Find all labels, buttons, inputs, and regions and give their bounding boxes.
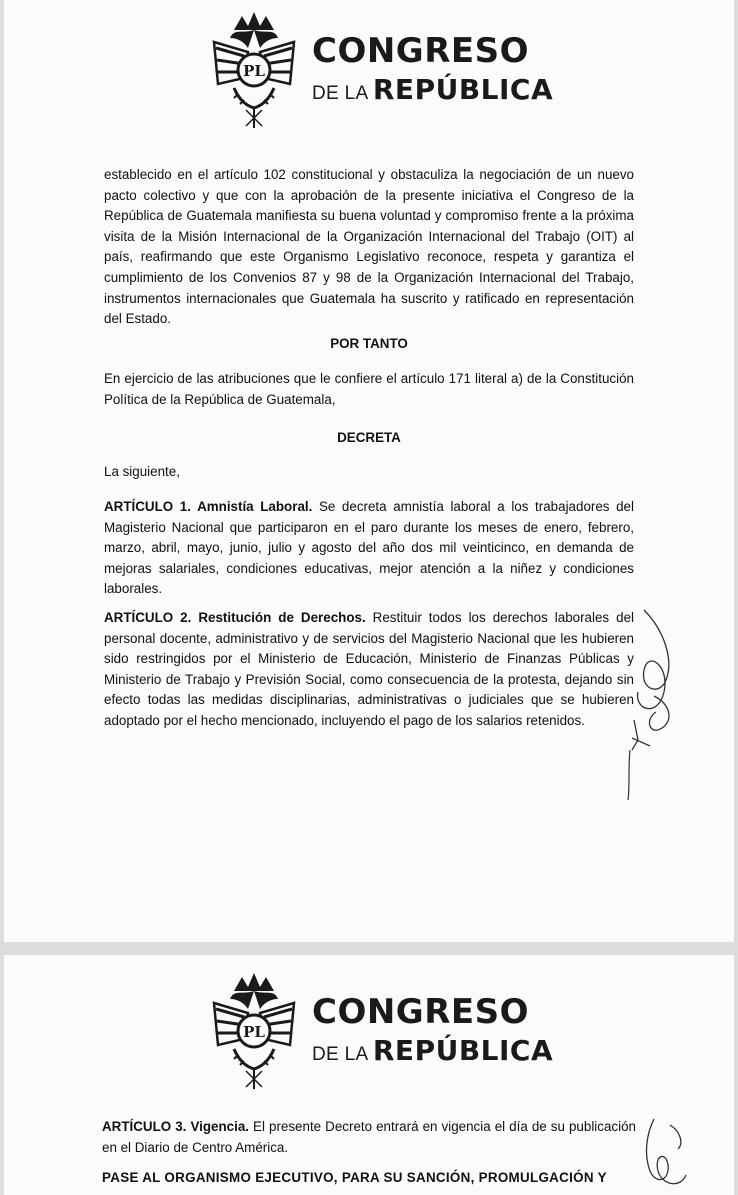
brand-title: CONGRESO: [312, 992, 530, 1032]
letterhead: [204, 8, 564, 133]
article-2-title: ARTÍCULO 2. Restitución de Derechos.: [104, 610, 366, 625]
emblem-monogram: PL: [243, 1023, 265, 1041]
brand-subtitle: [312, 1034, 554, 1067]
paragraph-la-siguiente-text: La siguiente,: [104, 464, 180, 479]
brand-subtitle-small: DE LA: [312, 1044, 369, 1065]
paragraph-considerando-text: establecido en el artículo 102 constitucional y obstaculiza la negociación de un nuevo pacto colectivo y que con la aprobación de la presente iniciativa el Congreso de la República de Guatemala manifiesta su buena voluntad y compromiso frente a la próxima visita de la Misión Internacional de la Organización Internacional del Trabajo (OIT) al país, reafirmando que este Organismo Legislativo reconoce, respeta y garantiza el cumplimiento de los Convenios 87 y 98 de la Organización Internacional del Trabajo, instrumentos internacionales que Guatemala ha suscrito y ratificado en representación del Estado.: [104, 167, 634, 327]
article-1: [104, 497, 634, 600]
article-3-title: ARTÍCULO 3. Vigencia.: [102, 1119, 249, 1134]
document-page-1: [4, 0, 734, 942]
brand-title: CONGRESO: [312, 31, 530, 71]
heading-por-tanto: POR TANTO: [330, 336, 408, 351]
congress-emblem-icon: [204, 969, 304, 1091]
article-2-body: Restituir todos los derechos laborales del personal docente, administrativo y de servicios del Magisterio Nacional que les hubieren sido restringidos por el Ministerio de Educación, Ministerio de Finanzas Públicas y Ministerio de Trabajo y Previsión Social, como consecuencia de la protesta, dejando sin efecto todas las medidas disciplinarias, administrativas o judiciales que se hubieren adoptado por el hecho mencionado, incluyendo el pago de los salarios retenidos.: [104, 610, 634, 728]
letterhead-page-2: [204, 969, 564, 1094]
document-page-2: [4, 955, 734, 1195]
article-1-body: Se decreta amnistía laboral a los trabajadores del Magisterio Nacional que participaron en el paro durante los meses de enero, febrero, marzo, abril, mayo, junio, julio y agosto del año dos mil veinticinco, en demanda de mejoras salariales, condiciones educativas, mejor atención a la niñez y condiciones laborales.: [104, 499, 634, 597]
heading-decreta: DECRETA: [337, 430, 401, 445]
brand-subtitle-big: REPÚBLICA: [372, 1034, 554, 1067]
paragraph-atribuciones: [104, 369, 634, 410]
article-3: [102, 1117, 636, 1158]
emblem-monogram: PL: [243, 62, 265, 80]
paragraph-la-siguiente: [104, 462, 634, 483]
article-1-title: ARTÍCULO 1. Amnistía Laboral.: [104, 499, 313, 514]
pase-al-ejecutivo: PASE AL ORGANISMO EJECUTIVO, PARA SU SANCIÓN, PROMULGACIÓN Y: [102, 1170, 607, 1185]
brand-subtitle-big: REPÚBLICA: [372, 73, 554, 106]
congress-emblem-icon: [204, 8, 304, 130]
brand-subtitle: [312, 73, 554, 106]
article-3-body: El presente Decreto entrará en vigencia el día de su publicación en el Diario de Centro América.: [102, 1119, 636, 1155]
paragraph-atribuciones-text: En ejercicio de las atribuciones que le confiere el artículo 171 literal a) de la Constitución Política de la República de Guatemala,: [104, 371, 634, 407]
article-2: [104, 608, 634, 732]
brand-subtitle-small: DE LA: [312, 83, 369, 104]
handwritten-signature: [640, 1115, 700, 1195]
paragraph-considerando: [104, 165, 634, 330]
